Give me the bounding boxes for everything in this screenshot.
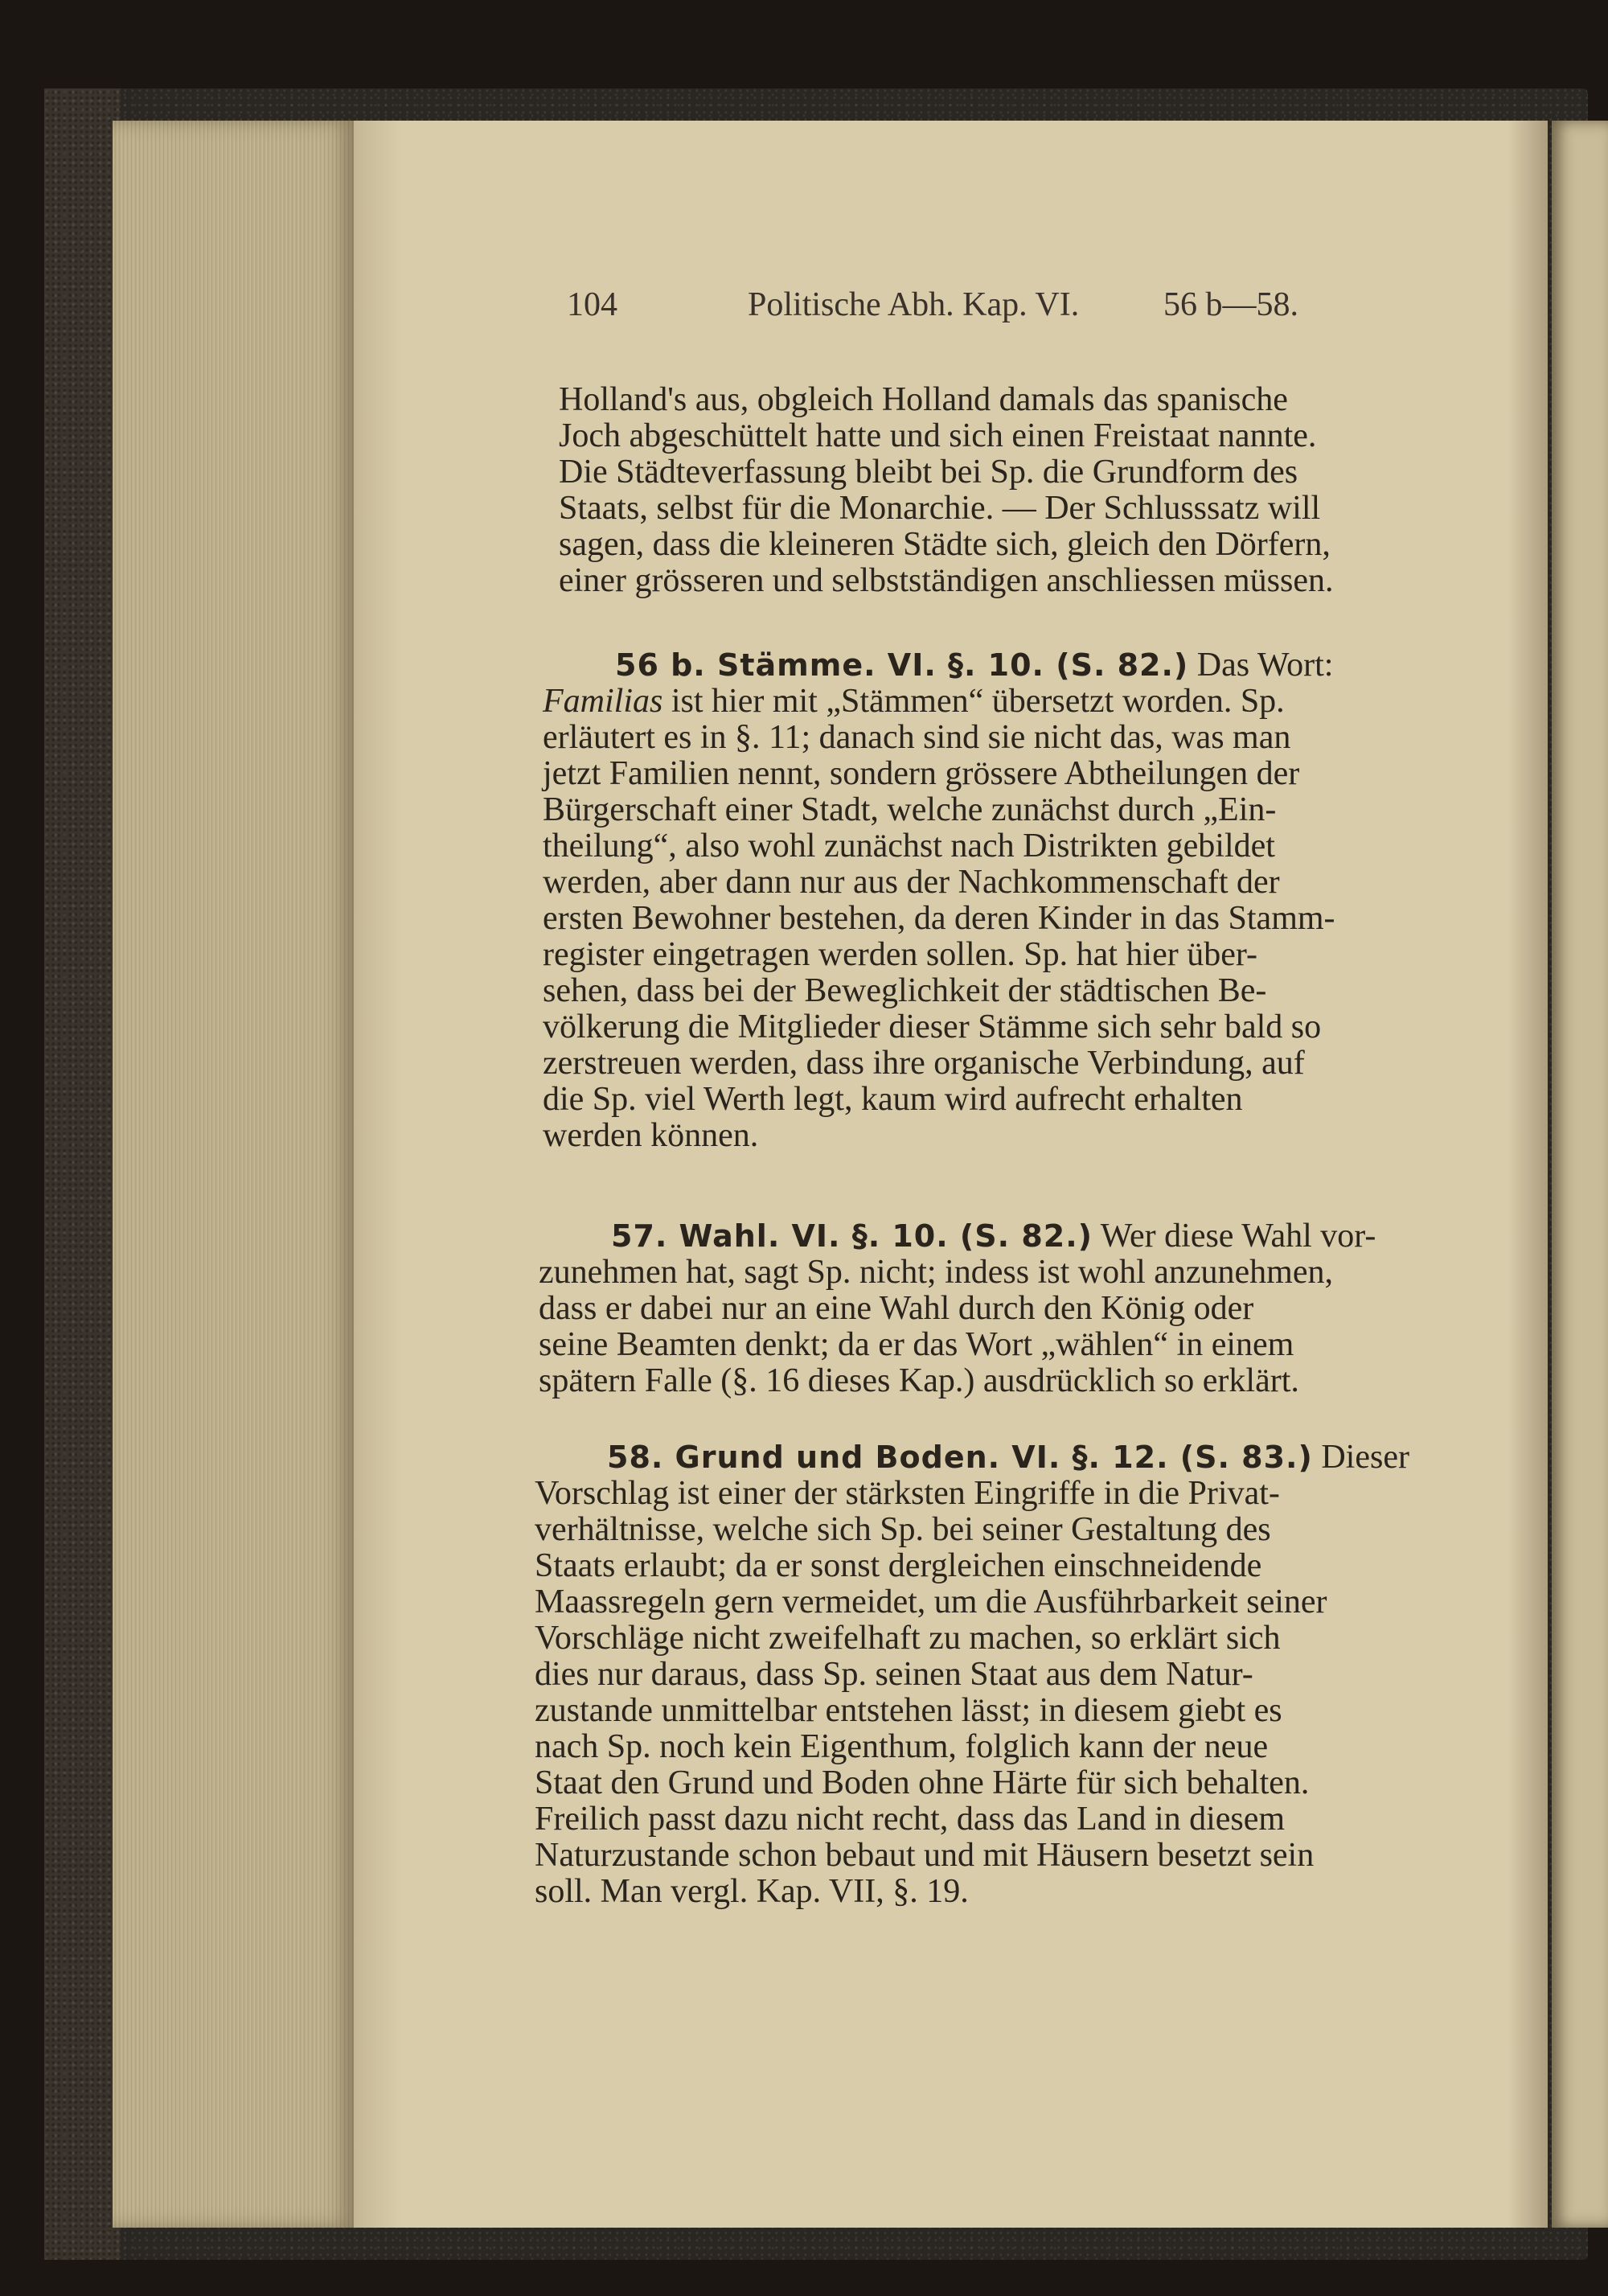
text-line: ersten Bewohner bestehen, da deren Kinder in das Stamm- — [543, 900, 1335, 937]
text-line: theilung“, also wohl zunächst nach Distrikten gebildet — [543, 828, 1275, 865]
text-line: Die Städteverfassung bleibt bei Sp. die Grundform des — [559, 454, 1298, 491]
text-line: Naturzustande schon bebaut und mit Häusern besetzt sein — [535, 1837, 1315, 1874]
text-line: dies nur daraus, dass Sp. seinen Staat aus dem Natur- — [535, 1656, 1253, 1693]
text-line: Maassregeln gern vermeidet, um die Ausführbarkeit seiner — [535, 1583, 1327, 1620]
text-line: Bürgerschaft einer Stadt, welche zunächst durch „Ein- — [543, 791, 1277, 828]
note-heading: 58. Grund und Boden. VI. §. 12. (S. 83.) — [607, 1440, 1313, 1475]
note-heading: 56 b. Stämme. VI. §. 10. (S. 82.) — [615, 647, 1189, 683]
text-line: jetzt Familien nennt, sondern grössere Abtheilungen der — [543, 755, 1300, 792]
note-58 — [535, 1440, 1459, 1910]
text-line: zustande unmittelbar entstehen lässt; in diesem giebt es — [535, 1692, 1282, 1729]
text-line: völkerung die Mitglieder dieser Stämme sich sehr bald so — [543, 1008, 1322, 1045]
text-line: Staat den Grund und Boden ohne Härte für sich behalten. — [535, 1764, 1310, 1801]
text-line: Vorschlag ist einer der stärksten Eingriffe in die Privat- — [535, 1475, 1280, 1512]
text-line: zunehmen hat, sagt Sp. nicht; indess ist wohl anzunehmen, — [539, 1254, 1333, 1291]
running-head: Politische Abh. Kap. VI. — [748, 286, 1080, 323]
page-edges — [113, 121, 354, 2228]
note-first-line-rest: Das Wort: — [1196, 647, 1334, 684]
paragraph-continuation — [559, 382, 1483, 599]
note-first-line — [543, 647, 1475, 684]
page-number: 104 — [567, 286, 617, 323]
text-line — [543, 684, 1475, 720]
text-line: Joch abgeschüttelt hatte und sich einen Freistaat nannte. — [559, 417, 1317, 454]
text-line: spätern Falle (§. 16 dieses Kap.) ausdrücklich so erklärt. — [539, 1362, 1299, 1399]
text-line: register eingetragen werden sollen. Sp. hat hier über- — [543, 936, 1257, 973]
note-heading: 57. Wahl. VI. §. 10. (S. 82.) — [611, 1218, 1093, 1254]
text-line: einer grösseren und selbstständigen anschliessen müssen. — [559, 562, 1334, 599]
note-first-line-rest: Wer diese Wahl vor- — [1100, 1218, 1376, 1255]
note-56b — [543, 647, 1475, 1154]
text-line: Staats, selbst für die Monarchie. — Der Schlusssatz will — [559, 490, 1321, 527]
text-line: seine Beamten denkt; da er das Wort „wählen“ in einem — [539, 1326, 1294, 1363]
text-line-rest: ist hier mit „Stämmen“ übersetzt worden. Sp. — [671, 683, 1285, 720]
facing-page-edge — [1552, 121, 1608, 2228]
text-line: werden, aber dann nur aus der Nachkommenschaft der — [543, 864, 1280, 901]
text-line: nach Sp. noch kein Eigenthum, folglich kann der neue — [535, 1728, 1269, 1765]
text-line: Holland's aus, obgleich Holland damals das spanische — [559, 381, 1288, 418]
text-line: soll. Man vergl. Kap. VII, §. 19. — [535, 1873, 969, 1910]
text-line: sagen, dass die kleineren Städte sich, gleich den Dörfern, — [559, 526, 1331, 563]
note-first-line-rest: Dieser — [1321, 1439, 1409, 1476]
page-header — [567, 285, 1306, 334]
text-line: sehen, dass bei der Beweglichkeit der städtischen Be- — [543, 972, 1267, 1009]
text-line: werden können. — [543, 1117, 759, 1154]
text-line: Vorschläge nicht zweifelhaft zu machen, so erklärt sich — [535, 1620, 1281, 1657]
italic-term: Familias — [543, 683, 663, 720]
text-line: Staats erlaubt; da er sonst dergleichen einschneidende — [535, 1547, 1262, 1584]
note-57 — [539, 1218, 1463, 1399]
text-line: dass er dabei nur an eine Wahl durch den König oder — [539, 1290, 1254, 1327]
text-line: erläutert es in §. 11; danach sind sie nicht das, was man — [543, 719, 1291, 756]
text-line: zerstreuen werden, dass ihre organische Verbindung, auf — [543, 1045, 1305, 1082]
note-first-line — [535, 1440, 1459, 1476]
section-range: 56 b—58. — [1163, 286, 1298, 323]
book-spine — [44, 88, 121, 2260]
text-line: Freilich passt dazu nicht recht, dass das Land in diesem — [535, 1801, 1286, 1838]
note-first-line — [539, 1218, 1463, 1255]
text-line: die Sp. viel Werth legt, kaum wird aufrecht erhalten — [543, 1081, 1243, 1118]
text-line: verhältnisse, welche sich Sp. bei seiner Gestaltung des — [535, 1511, 1271, 1548]
